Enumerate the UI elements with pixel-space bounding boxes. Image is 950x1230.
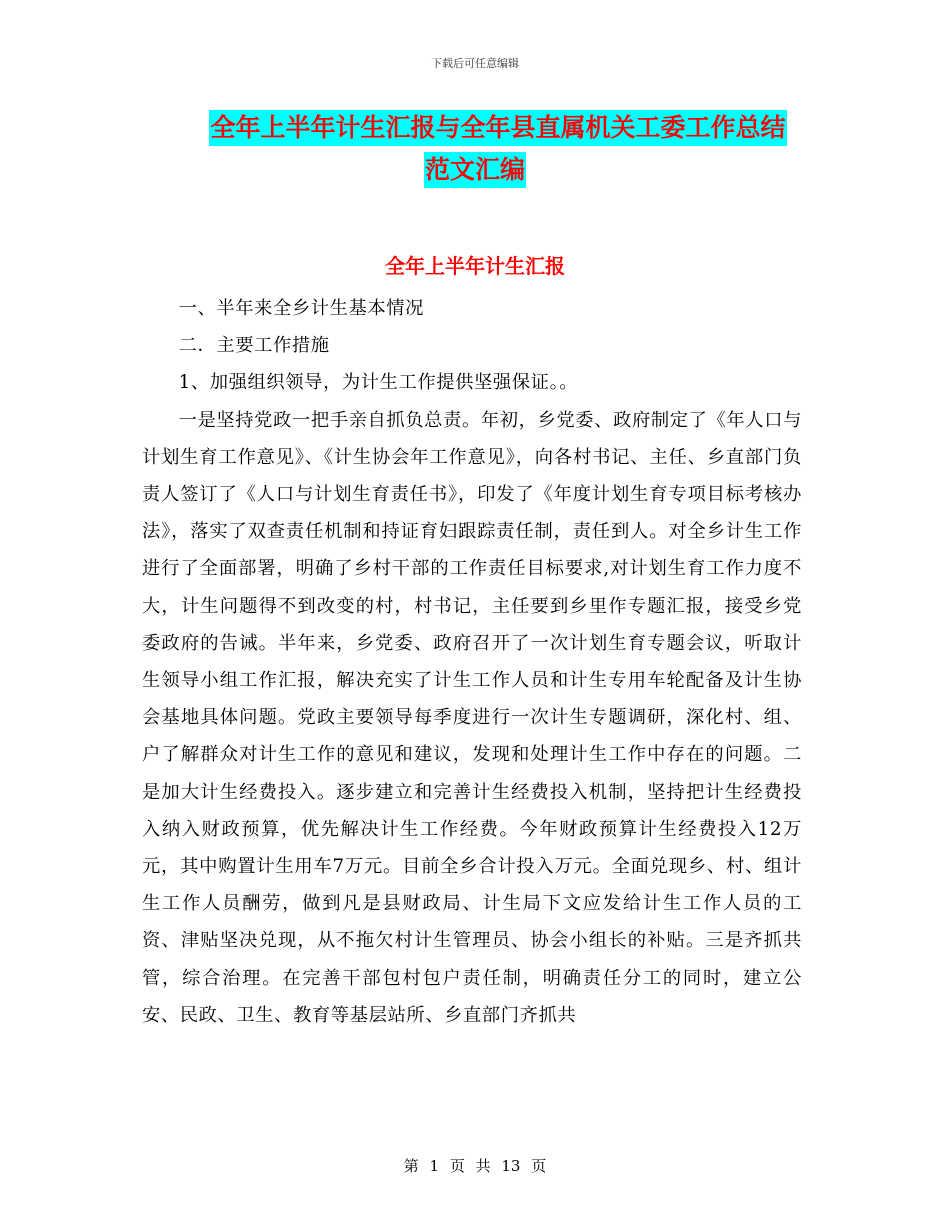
document-title xyxy=(0,110,950,188)
header-note: 下载后可任意编辑 xyxy=(431,57,519,70)
paragraph-1: 一、半年来全乡计生基本情况 xyxy=(178,298,425,319)
paragraph-4: 一是坚持党政一把手亲自抓负总责。年初，乡党委、政府制定了《年人口与计划生育工作意见》、《计生协会年工作意见》，向各村书记、主任、乡直部门负责人签订了《人口与计划生育责任书》，印发了《年度计划生育专项目标考核办法》，落实了双查责任机制和持证育妇跟踪责任制，责任到人。对全乡计生工作进行了全面部署，明确了乡村干部的工作责任目标要求,对计划生育工作力度不大，计生问题得不到改变的村，村书记，主任要到乡里作专题汇报，接受乡党委政府的告诫。半年来，乡党委、政府召开了一次计划生育专题会议，听取计生领导小组工作汇报，解决充实了计生工作人员和计生专用车轮配备及计生协会基地具体问题。党政主要领导每季度进行一次计生专题调研，深化村、组、户了解群众对计生工作的意见和建议，发现和处理计生工作中存在的问题。二是加大计生经费投入。逐步建立和完善计生经费投入机制，坚持把计生经费投入纳入财政预算，优先解决计生工作经费。今年财政预算计生经费投入12万元，其中购置计生用车7万元。目前全乡合计投入万元。全面兑现乡、村、组计生工作人员酬劳，做到凡是县财政局、计生局下文应发给计生工作人员的工资、津贴坚决兑现，从不拖欠村计生管理员、协会小组长的补贴。三是齐抓共管，综合治理。在完善干部包村包户责任制，明确责任分工的同时，建立公安、民政、卫生、教育等基层站所、乡直部门齐抓共 xyxy=(142,409,802,1026)
section-heading: 全年上半年计生汇报 xyxy=(385,254,565,278)
paragraph-2: 二．主要工作措施 xyxy=(178,335,330,357)
title-line-1: 全年上半年计生汇报与全年县直属机关工委工作总结 xyxy=(209,110,786,146)
paragraph-3: 1、加强组织领导，为计生工作提供坚强保证。。 xyxy=(178,372,579,394)
title-line-2: 范文汇编 xyxy=(424,152,526,188)
body-text xyxy=(142,290,802,1034)
page-number: 第 1 页 共 13 页 xyxy=(403,1157,547,1175)
